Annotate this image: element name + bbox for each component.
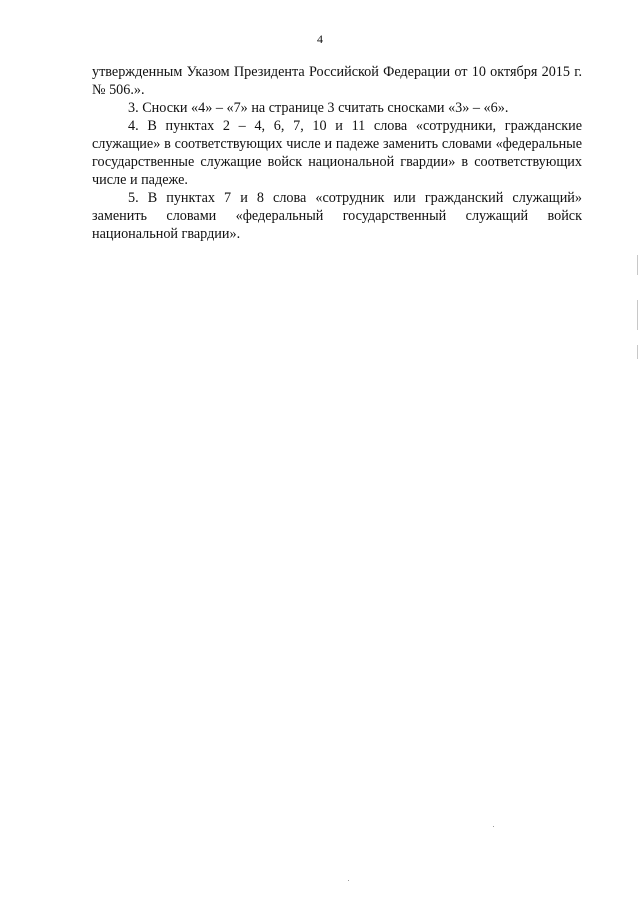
scan-speck: [348, 880, 349, 881]
page-number: 4: [317, 32, 323, 46]
paragraph-item-4: 4. В пунктах 2 – 4, 6, 7, 10 и 11 слова «сотрудники, гражданские служащие» в соответствующих числе и падеже заменить словами «федеральные государственные служащие войск национальной гвардии» в соответствующих числе и падеже.: [92, 118, 582, 188]
scan-edge-mark: [637, 255, 638, 275]
paragraph-item-3: 3. Сноски «4» – «7» на странице 3 считать сносками «3» – «6».: [128, 100, 509, 116]
paragraph-item-5: 5. В пунктах 7 и 8 слова «сотрудник или гражданский служащий» заменить словами «федеральный государственный служащий войск национальной гвардии».: [92, 190, 582, 242]
scan-speck: [493, 826, 494, 827]
document-body: [92, 63, 582, 243]
scan-edge-mark: [637, 345, 638, 359]
paragraph-continuation: утвержденным Указом Президента Российской Федерации от 10 октября 2015 г. № 506.».: [92, 64, 582, 98]
scan-edge-mark: [637, 300, 638, 330]
